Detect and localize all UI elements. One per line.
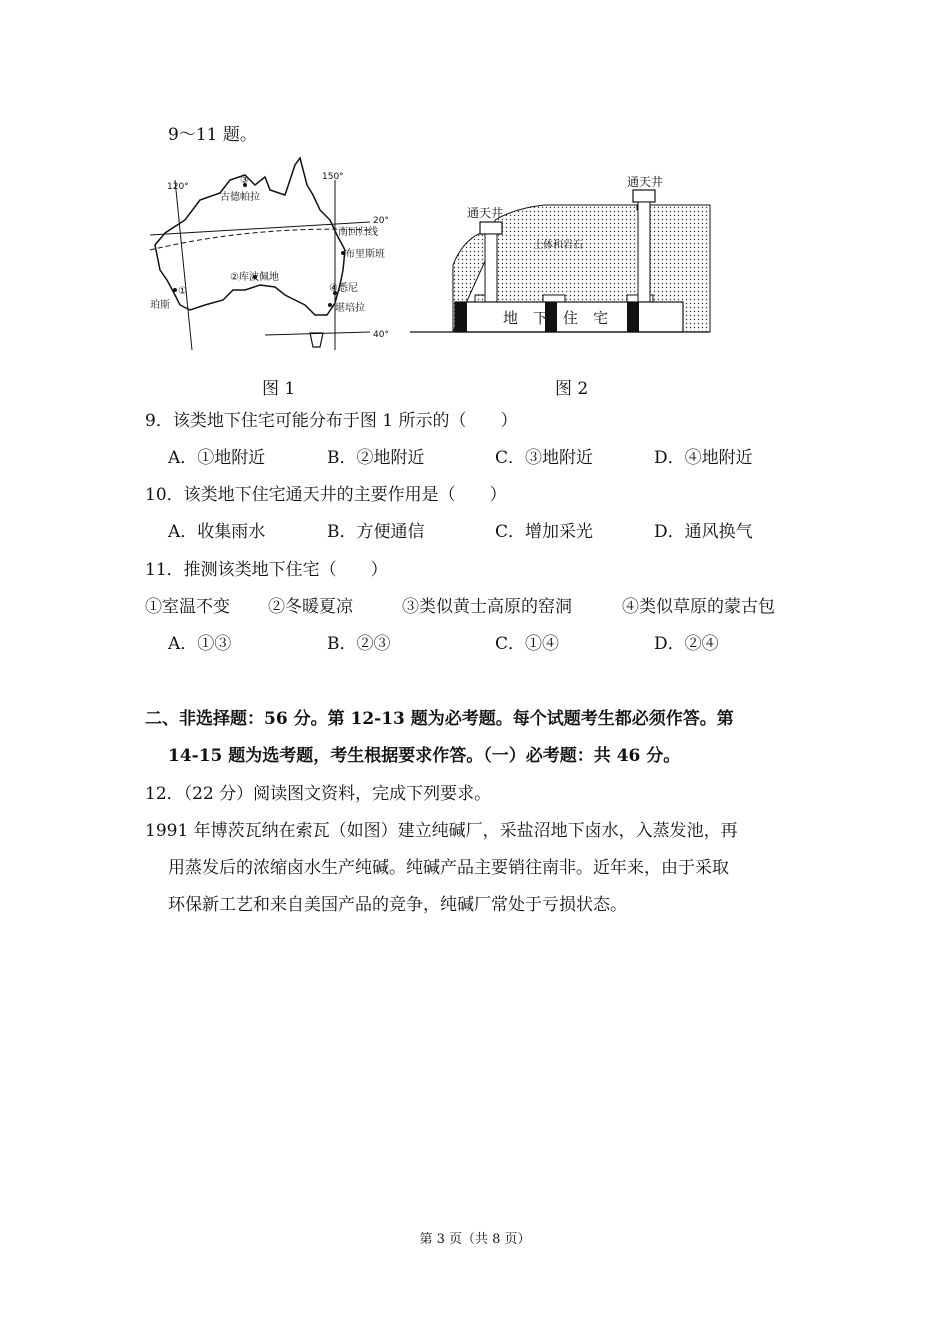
figure2-diagram <box>405 170 715 340</box>
label-kubo: ②库波佩地 <box>230 272 279 283</box>
left-shaft-cap <box>480 222 502 234</box>
figure1-map <box>145 155 410 355</box>
label-circle3: ③ <box>240 175 249 186</box>
tasmania <box>310 333 323 347</box>
label-sydney: ④悉尼 <box>329 283 358 294</box>
label-shaft-right: 通天井 <box>627 175 664 189</box>
label-canberra: 堪培拉 <box>335 303 365 314</box>
q10-option-a: A．收集雨水 <box>168 522 266 542</box>
q10-option-d: D．通风换气 <box>654 522 753 542</box>
q9-stem: 9．该类地下住宅可能分布于图 1 所示的（ ） <box>145 411 518 431</box>
meridian-120 <box>175 180 192 350</box>
q9-option-d: D．④地附近 <box>654 448 753 468</box>
q11-statement-2: ②冬暖夏凉 <box>268 597 353 617</box>
q11-option-a: A．①③ <box>168 634 232 654</box>
q12-paragraph-line3: 环保新工艺和来自美国产品的竞争，纯碱厂常处于亏损状态。 <box>168 895 627 915</box>
q11-stem: 11．推测该类地下住宅（ ） <box>145 560 388 580</box>
label-tropic: 南回归线 <box>338 227 378 238</box>
label-brisbane: 布里斯班 <box>345 249 385 260</box>
q9-option-a: A．①地附近 <box>168 448 266 468</box>
right-shaft <box>638 202 650 302</box>
canberra-dot <box>328 303 332 307</box>
label-150: 150° <box>322 172 344 182</box>
label-120: 120° <box>167 182 189 192</box>
label-house: 地 下 住 宅 <box>503 309 609 327</box>
q9-option-b: B．②地附近 <box>327 448 425 468</box>
label-40: 40° <box>373 330 389 340</box>
q11-statement-1: ①室温不变 <box>145 597 230 617</box>
left-shaft <box>485 234 497 304</box>
q10-option-c: C．增加采光 <box>495 522 594 542</box>
q11-option-b: B．②③ <box>327 634 391 654</box>
label-shaft-left: 通天井 <box>467 206 504 220</box>
q9-option-c: C．③地附近 <box>495 448 594 468</box>
label-circle1: ① <box>178 286 187 297</box>
pillar-3 <box>627 302 639 332</box>
tropic-line <box>150 229 370 250</box>
intro-text: 9～11 题。 <box>168 125 257 145</box>
q11-option-d: D．②④ <box>654 634 719 654</box>
label-soil: 土体和岩石 <box>533 240 583 251</box>
section2-line1: 二、非选择题：56 分。第 12-13 题为必考题。每个试题考生都必须作答。第 <box>145 709 734 729</box>
q12-paragraph-line2: 用蒸发后的浓缩卤水生产纯碱。纯碱产品主要销往南非。近年来，由于采取 <box>168 858 729 878</box>
label-20: 20° <box>373 216 389 226</box>
point-1 <box>173 288 177 292</box>
label-perth: 珀斯 <box>150 300 170 311</box>
q10-option-b: B．方便通信 <box>327 522 425 542</box>
pillar-1 <box>455 302 467 332</box>
right-shaft-cap <box>633 190 655 202</box>
page-footer: 第 3 页（共 8 页） <box>419 1232 531 1247</box>
q11-statement-4: ④类似草原的蒙古包 <box>622 597 775 617</box>
parallel-20 <box>150 222 370 235</box>
q10-stem: 10．该类地下住宅通天井的主要作用是（ ） <box>145 485 507 505</box>
label-gudeng: 古德帕拉 <box>220 192 260 203</box>
figure1-caption: 图 1 <box>262 379 296 399</box>
q12-stem: 12．（22 分）阅读图文资料，完成下列要求。 <box>145 784 492 804</box>
section2-line2: 14-15 题为选考题，考生根据要求作答。（一）必考题：共 46 分。 <box>168 746 681 766</box>
q12-paragraph-line1: 1991 年博茨瓦纳在索瓦（如图）建立纯碱厂，采盐沼地下卤水，入蒸发池，再 <box>145 821 738 841</box>
q11-option-c: C．①④ <box>495 634 560 654</box>
q11-statement-3: ③类似黄士高原的窑洞 <box>402 597 572 617</box>
figure2-caption: 图 2 <box>555 379 589 399</box>
